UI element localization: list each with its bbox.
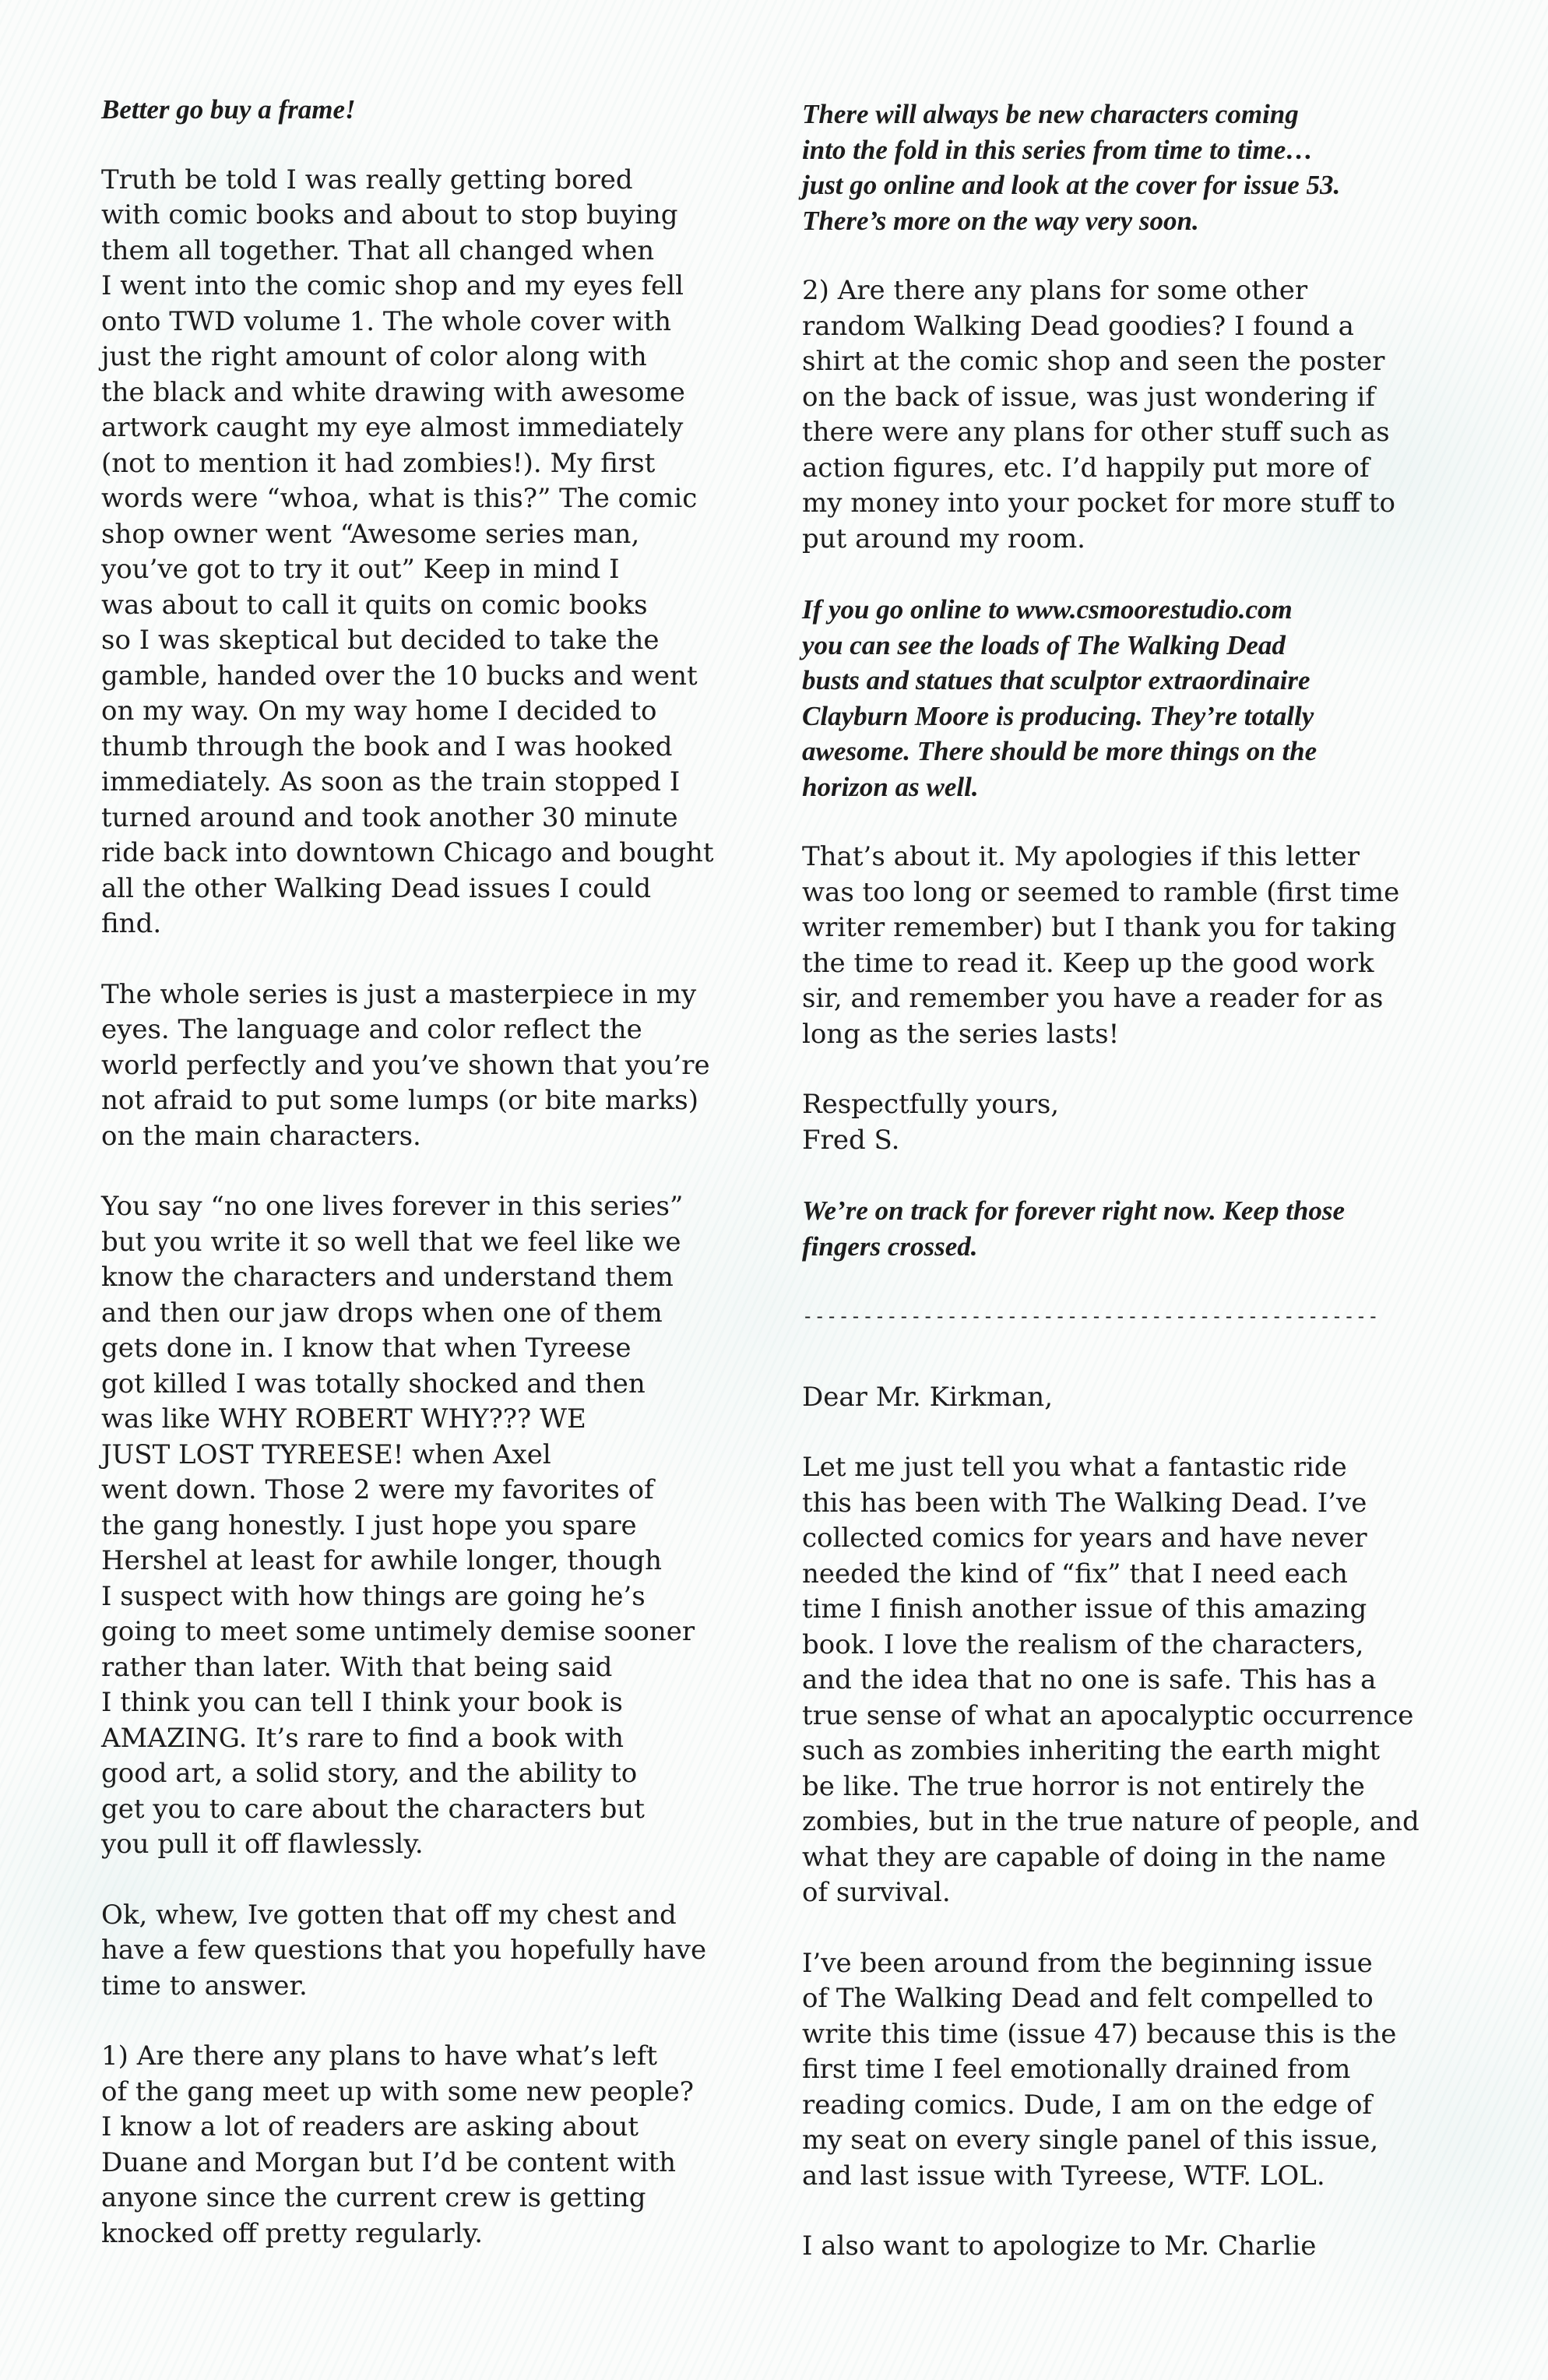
letter-paragraph: Truth be told I was really getting bored with comic books and about to stop buying them all together. That all changed when I went into the comic shop and my eyes fell onto TWD volume 1. The whole cover with just the right amount of color along with the black and white drawing with awesome artwork caught my eye almost immediately (not to mention it had zombies!). My first words were “whoa, what is this?” The comic shop owner went “Awesome series man, you’ve got to try it out” Keep in mind I was about to call it quits on comic books so I was skeptical but decided to take the gamble, handed over the 10 bucks and went on my way. On my way home I decided to thumb through the book and I was hooked immediately. As soon as the train stopped I turned around and took another 30 minute ride back into downtown Chicago and bought all the other Walking Dead issues I could find. [101,164,714,939]
right-column [802,97,1495,2300]
editor-reply: We’re on track for forever right now. Keep those fingers crossed. [802,1195,1346,1262]
letter-question: 2) Are there any plans for some other random Walking Dead goodies? I found a shirt at the comic shop and seen the poster on the back of issue, was just wondering if there were any plans for other stuff such as action figures, etc. I’d happily put more of my money into your pocket for more stuff to put around my room. [802,275,1395,555]
left-column [101,92,794,2287]
section-divider: ------------------------------------------------ [802,1305,1380,1327]
letter-paragraph: You say “no one lives forever in this series” but you write it so well that we feel like we know the characters and understand them and then our jaw drops when one of them gets done in. I know that when Tyreese got killed I was totally shocked and then was like WHY ROBERT WHY??? WE JUST LOST TYREESE! when Axel went down. Those 2 were my favorites of the gang honestly. I just hope you spare Hershel at least for awhile longer, though I suspect with how things are going he’s going to meet some untimely demise sooner rather than later. With that being said I think you can tell I think your book is AMAZING. It’s rare to find a book with good art, a solid story, and the ability to get you to care about the characters but you pull it off flawlessly. [101,1191,695,1860]
letter-salutation: Dear Mr. Kirkman, [802,1381,1054,1413]
letter-paragraph: That’s about it. My apologies if this letter was too long or seemed to ramble (first time writer remember) but I thank you for taking the time to read it. Keep up the good work sir, and remember you have a reader for as long as the series lasts! [802,841,1400,1050]
letter-paragraph: Let me just tell you what a fantastic ride this has been with The Walking Dead. I’ve collected comics for years and have never needed the kind of “fix” that I need each time I finish another issue of this amazing book. I love the realism of the characters, and the idea that no one is safe. This has a true sense of what an apocalyptic occurrence such as zombies inheriting the earth might be like. The true horror is not entirely the zombies, but in the true nature of people, and what they are capable of doing in the name of survival. [802,1452,1420,1908]
letter-paragraph: Ok, whew, Ive gotten that off my chest and have a few questions that you hopefully have time to answer. [101,1899,707,2002]
letter-paragraph: I also want to apologize to Mr. Charlie [802,2230,1317,2262]
letter-paragraph: The whole series is just a masterpiece in my eyes. The language and color reflect the world perfectly and you’ve shown that you’re not afraid to put some lumps (or bite marks) on the main characters. [101,978,710,1152]
editor-reply: There will always be new characters coming into the fold in this series from time to time… just go online and look at the cover for issue 53. There’s more on the way very soon. [802,99,1341,236]
letter-paragraph: I’ve been around from the beginning issue of The Walking Dead and felt compelled to write this time (issue 47) because this is the first time I feel emotionally drained from reading comics. Dude, I am on the edge of my seat on every single panel of this issue, and last issue with Tyreese, WTF. LOL. [802,1947,1397,2192]
editor-reply: Better go buy a frame! [101,94,356,125]
letter-question: 1) Are there any plans to have what’s left of the gang meet up with some new people? I know a lot of readers are asking about Duane and Morgan but I’d be content with anyone since the current crew is getting knocked off pretty regularly. [101,2040,694,2249]
letter-signoff: Respectfully yours, Fred S. [802,1089,1060,1156]
editor-reply: If you go online to www.csmoorestudio.com you can see the loads of The Walking Dead busts and statues that sculptor extraordinaire Clayburn Moore is producing. They’re totally awesome. There should be more things on the horizon as well. [802,594,1318,802]
